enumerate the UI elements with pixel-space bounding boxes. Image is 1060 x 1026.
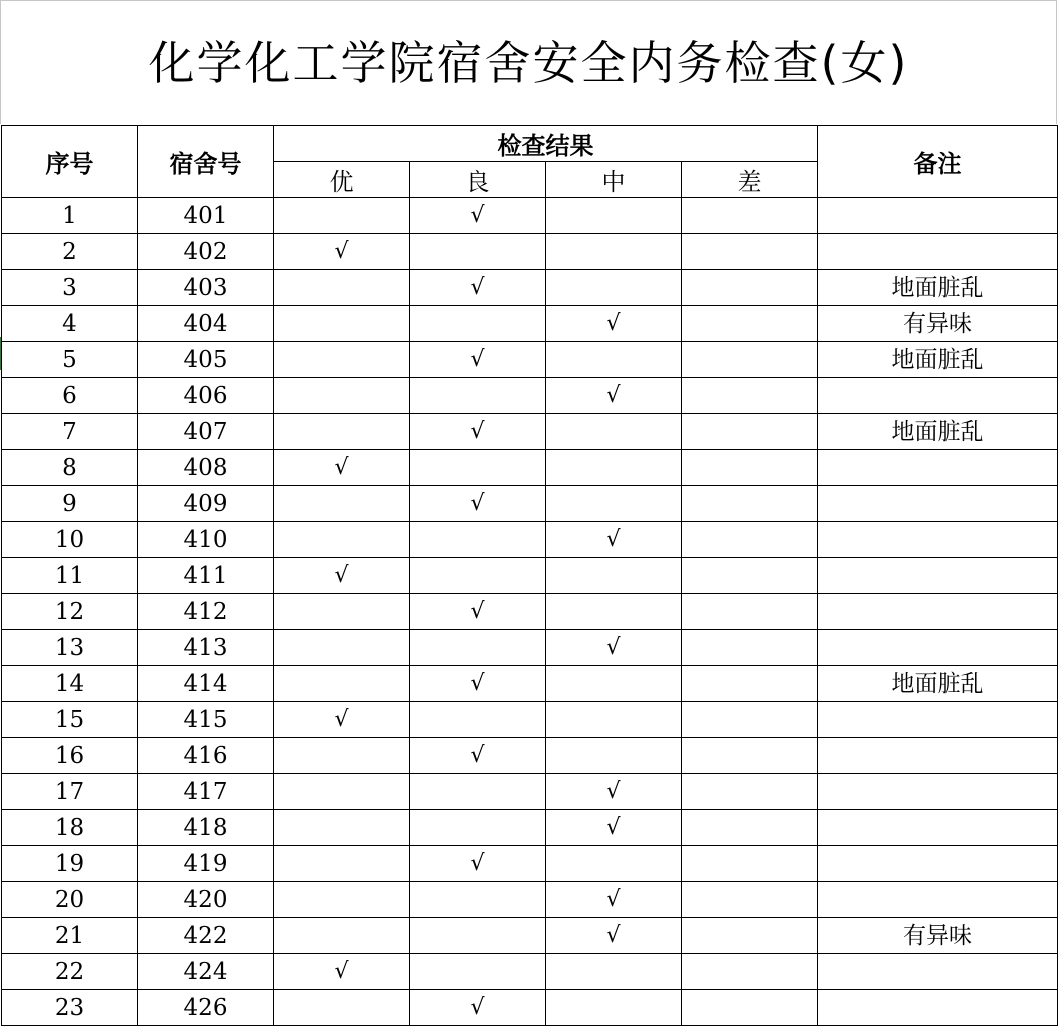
check-mark-icon: √ [334, 455, 349, 480]
cell-grade-fair[interactable] [546, 954, 682, 990]
cell-index[interactable]: 21 [2, 918, 138, 954]
cell-grade-good[interactable] [410, 234, 546, 270]
cell-grade-excellent[interactable] [274, 630, 410, 666]
cell-grade-fair[interactable] [546, 918, 682, 954]
cell-index[interactable]: 3 [2, 270, 138, 306]
sheet-title: 化学化工学院宿舍安全内务检查(女) [148, 35, 909, 90]
table-row [2, 594, 1058, 630]
cell-note[interactable] [818, 630, 1058, 666]
cell-index[interactable]: 2 [2, 234, 138, 270]
cell-room[interactable]: 405 [138, 342, 274, 378]
table-row [2, 810, 1058, 846]
cell-grade-excellent[interactable] [274, 990, 410, 1026]
cell-grade-poor[interactable] [682, 414, 818, 450]
cell-grade-fair[interactable] [546, 702, 682, 738]
cell-grade-excellent[interactable] [274, 774, 410, 810]
cell-room[interactable]: 406 [138, 378, 274, 414]
cell-room[interactable]: 422 [138, 918, 274, 954]
cell-note[interactable] [818, 954, 1058, 990]
cell-grade-good[interactable] [410, 450, 546, 486]
cell-index[interactable]: 20 [2, 882, 138, 918]
cell-grade-good[interactable] [410, 702, 546, 738]
cell-room[interactable]: 402 [138, 234, 274, 270]
cell-grade-excellent[interactable] [274, 414, 410, 450]
header-note[interactable]: 备注 [818, 126, 1058, 198]
cell-grade-poor[interactable] [682, 450, 818, 486]
cell-grade-excellent[interactable] [274, 810, 410, 846]
cell-room[interactable]: 417 [138, 774, 274, 810]
cell-room[interactable]: 420 [138, 882, 274, 918]
cell-grade-poor[interactable] [682, 270, 818, 306]
table-row [2, 990, 1058, 1026]
cell-grade-good[interactable] [410, 990, 546, 1026]
cell-grade-good[interactable] [410, 342, 546, 378]
cell-grade-good[interactable] [410, 882, 546, 918]
table-row [2, 918, 1058, 954]
cell-grade-excellent[interactable] [274, 702, 410, 738]
cell-grade-fair[interactable] [546, 846, 682, 882]
cell-grade-excellent[interactable] [274, 234, 410, 270]
header-room[interactable]: 宿舍号 [138, 126, 274, 198]
cell-grade-poor[interactable] [682, 306, 818, 342]
cell-grade-poor[interactable] [682, 954, 818, 990]
cell-grade-fair[interactable] [546, 738, 682, 774]
table-row [2, 450, 1058, 486]
cell-grade-good[interactable] [410, 738, 546, 774]
cell-grade-good[interactable] [410, 954, 546, 990]
cell-index[interactable]: 14 [2, 666, 138, 702]
check-mark-icon: √ [606, 311, 621, 336]
cell-room[interactable]: 410 [138, 522, 274, 558]
cell-grade-excellent[interactable] [274, 306, 410, 342]
cell-grade-fair[interactable] [546, 594, 682, 630]
table-row [2, 558, 1058, 594]
header-grade-fair[interactable]: 中 [546, 162, 682, 198]
cell-grade-excellent[interactable] [274, 666, 410, 702]
cell-grade-excellent[interactable] [274, 882, 410, 918]
check-mark-icon: √ [334, 563, 349, 588]
cell-grade-poor[interactable] [682, 702, 818, 738]
check-mark-icon: √ [606, 635, 621, 660]
cell-grade-fair[interactable] [546, 270, 682, 306]
cell-grade-excellent[interactable] [274, 846, 410, 882]
table-row [2, 198, 1058, 234]
check-mark-icon: √ [470, 743, 485, 768]
cell-grade-good[interactable] [410, 594, 546, 630]
table-row [2, 306, 1058, 342]
cell-index[interactable]: 23 [2, 990, 138, 1026]
cell-note[interactable] [818, 990, 1058, 1026]
cell-note[interactable] [818, 774, 1058, 810]
cell-grade-good[interactable] [410, 522, 546, 558]
check-mark-icon: √ [606, 527, 621, 552]
cell-note[interactable] [818, 810, 1058, 846]
cell-grade-good[interactable] [410, 486, 546, 522]
cell-room[interactable]: 407 [138, 414, 274, 450]
cell-grade-poor[interactable] [682, 738, 818, 774]
cell-index[interactable]: 10 [2, 522, 138, 558]
cell-grade-fair[interactable] [546, 450, 682, 486]
cell-index[interactable]: 11 [2, 558, 138, 594]
check-mark-icon: √ [470, 419, 485, 444]
cell-grade-poor[interactable] [682, 486, 818, 522]
cell-grade-good[interactable] [410, 810, 546, 846]
check-mark-icon: √ [334, 239, 349, 264]
cell-grade-excellent[interactable] [274, 342, 410, 378]
cell-grade-poor[interactable] [682, 990, 818, 1026]
cell-grade-good[interactable] [410, 774, 546, 810]
cell-grade-good[interactable] [410, 198, 546, 234]
cell-grade-good[interactable] [410, 846, 546, 882]
cell-grade-fair[interactable] [546, 810, 682, 846]
header-index[interactable]: 序号 [2, 126, 138, 198]
cell-grade-excellent[interactable] [274, 450, 410, 486]
cell-grade-excellent[interactable] [274, 486, 410, 522]
cell-grade-fair[interactable] [546, 414, 682, 450]
cell-note[interactable] [818, 738, 1058, 774]
table-row [2, 342, 1058, 378]
cell-index[interactable]: 8 [2, 450, 138, 486]
cell-grade-fair[interactable] [546, 378, 682, 414]
check-mark-icon: √ [470, 347, 485, 372]
cell-index[interactable]: 9 [2, 486, 138, 522]
cell-grade-poor[interactable] [682, 630, 818, 666]
cell-index[interactable]: 6 [2, 378, 138, 414]
cell-note[interactable] [818, 234, 1058, 270]
check-mark-icon: √ [606, 887, 621, 912]
cell-note[interactable] [818, 522, 1058, 558]
cell-grade-fair[interactable] [546, 666, 682, 702]
cell-grade-fair[interactable] [546, 198, 682, 234]
cell-grade-poor[interactable] [682, 594, 818, 630]
cell-grade-good[interactable] [410, 558, 546, 594]
cell-index[interactable]: 16 [2, 738, 138, 774]
header-grade-excellent[interactable]: 优 [274, 162, 410, 198]
check-mark-icon: √ [470, 203, 485, 228]
cell-grade-good[interactable] [410, 270, 546, 306]
cell-grade-excellent[interactable] [274, 378, 410, 414]
cell-index[interactable]: 13 [2, 630, 138, 666]
cell-room[interactable]: 424 [138, 954, 274, 990]
cell-room[interactable]: 411 [138, 558, 274, 594]
cell-room[interactable]: 403 [138, 270, 274, 306]
cell-grade-fair[interactable] [546, 486, 682, 522]
check-mark-icon: √ [470, 599, 485, 624]
cell-grade-poor[interactable] [682, 198, 818, 234]
cell-index[interactable]: 18 [2, 810, 138, 846]
table-row [2, 846, 1058, 882]
cell-grade-fair[interactable] [546, 774, 682, 810]
cell-room[interactable]: 412 [138, 594, 274, 630]
cell-grade-poor[interactable] [682, 918, 818, 954]
check-mark-icon: √ [334, 959, 349, 984]
check-mark-icon: √ [470, 995, 485, 1020]
cell-room[interactable]: 401 [138, 198, 274, 234]
cell-grade-fair[interactable] [546, 882, 682, 918]
cell-note[interactable]: 有异味 [818, 306, 1058, 342]
cell-room[interactable]: 413 [138, 630, 274, 666]
header-grade-poor[interactable]: 差 [682, 162, 818, 198]
cell-grade-excellent[interactable] [274, 270, 410, 306]
table-header [2, 126, 1058, 198]
cell-note[interactable] [818, 558, 1058, 594]
table-row [2, 486, 1058, 522]
table-row [2, 234, 1058, 270]
cell-grade-good[interactable] [410, 666, 546, 702]
cell-grade-poor[interactable] [682, 522, 818, 558]
cell-grade-poor[interactable] [682, 234, 818, 270]
check-mark-icon: √ [606, 815, 621, 840]
cell-index[interactable]: 5 [2, 342, 138, 378]
cell-grade-fair[interactable] [546, 990, 682, 1026]
cell-note[interactable] [818, 702, 1058, 738]
cell-index[interactable]: 4 [2, 306, 138, 342]
cell-room[interactable]: 418 [138, 810, 274, 846]
table-row [2, 630, 1058, 666]
cell-grade-excellent[interactable] [274, 954, 410, 990]
cell-note[interactable]: 地面脏乱 [818, 270, 1058, 306]
table-row [2, 774, 1058, 810]
cell-room[interactable]: 409 [138, 486, 274, 522]
cell-index[interactable]: 19 [2, 846, 138, 882]
check-mark-icon: √ [470, 851, 485, 876]
cell-grade-excellent[interactable] [274, 918, 410, 954]
cell-note[interactable] [818, 378, 1058, 414]
cell-index[interactable]: 22 [2, 954, 138, 990]
cell-note[interactable]: 有异味 [818, 918, 1058, 954]
table-body [2, 198, 1058, 1026]
header-grade-good[interactable]: 良 [410, 162, 546, 198]
cell-note[interactable]: 地面脏乱 [818, 414, 1058, 450]
cell-grade-poor[interactable] [682, 810, 818, 846]
cell-grade-poor[interactable] [682, 774, 818, 810]
table-row [2, 882, 1058, 918]
table-row [2, 738, 1058, 774]
table-row [2, 522, 1058, 558]
cell-grade-fair[interactable] [546, 558, 682, 594]
check-mark-icon: √ [606, 383, 621, 408]
check-mark-icon: √ [606, 923, 621, 948]
cell-grade-good[interactable] [410, 378, 546, 414]
cell-grade-fair[interactable] [546, 522, 682, 558]
table-row [2, 414, 1058, 450]
cell-grade-excellent[interactable] [274, 198, 410, 234]
cell-note[interactable] [818, 846, 1058, 882]
cell-grade-fair[interactable] [546, 630, 682, 666]
cell-index[interactable]: 17 [2, 774, 138, 810]
cell-grade-fair[interactable] [546, 234, 682, 270]
check-mark-icon: √ [470, 491, 485, 516]
cell-index[interactable]: 15 [2, 702, 138, 738]
cell-note[interactable] [818, 198, 1058, 234]
table-row [2, 270, 1058, 306]
cell-grade-good[interactable] [410, 414, 546, 450]
cell-grade-poor[interactable] [682, 846, 818, 882]
cell-room[interactable]: 408 [138, 450, 274, 486]
cell-grade-excellent[interactable] [274, 522, 410, 558]
title-cell[interactable] [0, 0, 1057, 124]
cell-grade-poor[interactable] [682, 882, 818, 918]
cell-grade-good[interactable] [410, 306, 546, 342]
table-row [2, 666, 1058, 702]
cell-index[interactable]: 12 [2, 594, 138, 630]
table-row [2, 702, 1058, 738]
cell-note[interactable]: 地面脏乱 [818, 666, 1058, 702]
inspection-table [1, 125, 1058, 1026]
cell-grade-poor[interactable] [682, 666, 818, 702]
table-row [2, 378, 1058, 414]
cell-grade-excellent[interactable] [274, 594, 410, 630]
cell-room[interactable]: 426 [138, 990, 274, 1026]
check-mark-icon: √ [470, 275, 485, 300]
cell-grade-fair[interactable] [546, 342, 682, 378]
cell-grade-poor[interactable] [682, 558, 818, 594]
table-row [2, 954, 1058, 990]
check-mark-icon: √ [606, 779, 621, 804]
cell-room[interactable]: 419 [138, 846, 274, 882]
cell-note[interactable] [818, 450, 1058, 486]
cell-room[interactable]: 414 [138, 666, 274, 702]
cell-grade-poor[interactable] [682, 342, 818, 378]
cell-note[interactable]: 地面脏乱 [818, 342, 1058, 378]
cell-grade-good[interactable] [410, 630, 546, 666]
cell-note[interactable] [818, 486, 1058, 522]
cell-grade-excellent[interactable] [274, 558, 410, 594]
cell-room[interactable]: 404 [138, 306, 274, 342]
cell-grade-poor[interactable] [682, 378, 818, 414]
check-mark-icon: √ [470, 671, 485, 696]
cell-note[interactable] [818, 594, 1058, 630]
header-result-group[interactable]: 检查结果 [274, 126, 818, 162]
cell-grade-fair[interactable] [546, 306, 682, 342]
check-mark-icon: √ [334, 707, 349, 732]
cell-index[interactable]: 1 [2, 198, 138, 234]
cell-room[interactable]: 416 [138, 738, 274, 774]
cell-grade-excellent[interactable] [274, 738, 410, 774]
cell-index[interactable]: 7 [2, 414, 138, 450]
cell-room[interactable]: 415 [138, 702, 274, 738]
cell-grade-good[interactable] [410, 918, 546, 954]
cell-note[interactable] [818, 882, 1058, 918]
